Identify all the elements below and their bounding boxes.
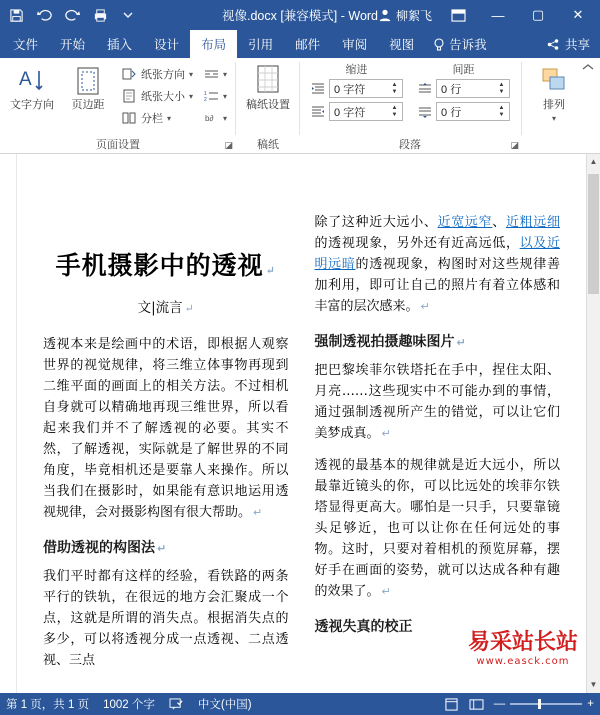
indent-right-icon	[310, 104, 326, 120]
space-before-icon	[417, 81, 433, 97]
paragraph: 除了这种近大远小、近宽远窄、近粗远细的透视现象，另外还有近高远低，以及近明远暗的透视现象，构图时对这些规律善加利用，即可让自己的照片有着立体感和丰富的层次感来。 ↵	[315, 212, 561, 317]
hyphenation-icon	[203, 110, 219, 126]
lightbulb-icon	[433, 38, 445, 51]
tab-layout[interactable]: 布局	[190, 30, 237, 58]
columns-button[interactable]	[118, 108, 196, 128]
indent-right-spinner[interactable]: ▲ ▼	[391, 104, 398, 118]
language-indicator[interactable]: 中文(中国)	[197, 699, 252, 711]
paper-size-icon	[121, 88, 137, 104]
watermark-text: 易采站长站	[467, 630, 578, 655]
indent-right-input[interactable]	[329, 102, 403, 121]
zoom-control[interactable]	[494, 698, 594, 710]
chevron-down-icon: ▾	[223, 113, 228, 123]
arrange-icon	[539, 63, 569, 99]
paper-size-label: 纸张大小	[141, 91, 185, 103]
columns-label: 分栏	[141, 113, 163, 125]
document-area	[0, 154, 600, 693]
space-before-row	[417, 79, 510, 98]
watermark	[468, 625, 578, 667]
tab-file[interactable]: 文件	[13, 38, 39, 52]
spacing-fields	[417, 75, 510, 121]
svg-text:2: 2	[203, 97, 207, 103]
orientation-button[interactable]	[118, 64, 196, 84]
svg-text:b∂: b∂	[204, 114, 213, 123]
paragraph: 透视的最基本的规律就是近大远小，所以最靠近镜头的你，可以比远处的埃菲尔铁塔显得更高大。哪怕是一只手，只要靠镜头足够近，也可以让你在任何远处的事物。这时，只要对着相机的预览屏幕，摆好手在画面的姿势，就可以达成各种有趣的效果了。 ↵	[315, 455, 561, 602]
indent-left-spinner[interactable]: ▲ ▼	[391, 81, 398, 95]
link-text[interactable]: 近宽远窄	[437, 215, 493, 230]
chevron-down-icon: ▾	[167, 113, 172, 123]
indent-right-value: 0 字符	[334, 106, 366, 119]
ribbon-tabs	[0, 30, 600, 58]
tab-design[interactable]: 设计	[154, 38, 180, 52]
save-icon[interactable]	[2, 2, 30, 28]
margins-icon	[74, 63, 102, 99]
group-title-page-setup: 页面设置	[96, 139, 141, 151]
page-setup-extra-buttons	[200, 61, 230, 128]
tab-review[interactable]: 审阅	[342, 38, 368, 52]
orientation-icon	[121, 66, 137, 82]
page-indicator[interactable]: 第 1 页，共 1 页	[6, 699, 90, 711]
space-before-input[interactable]	[436, 79, 510, 98]
chevron-down-icon: ▾	[223, 69, 228, 79]
breaks-icon	[203, 66, 219, 82]
web-layout-icon[interactable]	[469, 698, 484, 711]
title-bar	[0, 0, 600, 30]
paper-size-button[interactable]	[118, 86, 196, 106]
tab-mailings[interactable]: 邮件	[295, 38, 321, 52]
word-count[interactable]: 1002 个字	[103, 699, 155, 711]
tab-insert[interactable]: 插入	[107, 38, 133, 52]
space-after-icon	[417, 104, 433, 120]
paragraph: 把巴黎埃菲尔铁塔托在手中，捏住太阳、月亮……这些现实中不可能办到的事情，通过强制透视所产生的错觉，可以让它们美梦成真。 ↵	[315, 360, 561, 444]
column-left	[43, 212, 289, 682]
space-after-row	[417, 102, 510, 121]
page-columns	[17, 154, 586, 682]
grid-paper-settings-button[interactable]	[242, 61, 294, 112]
left-margin-strip	[0, 154, 16, 693]
text-direction-icon	[17, 63, 47, 99]
arrange-label: 排列	[543, 99, 566, 111]
group-title-arrange	[528, 137, 580, 153]
status-bar	[0, 693, 600, 715]
chevron-down-icon: ▾	[189, 91, 194, 101]
page-setup-dialog-launcher[interactable]: ◪	[224, 140, 234, 150]
ribbon-group-grid-paper	[236, 58, 300, 153]
svg-text:A: A	[19, 69, 32, 90]
spacing-header: 间距	[452, 64, 475, 76]
undo-icon[interactable]	[30, 2, 58, 28]
heading: 借助透视的构图法 ↵	[43, 537, 289, 557]
window-title: 视像.docx [兼容模式] - Word	[221, 9, 379, 23]
grid-paper-icon	[253, 63, 283, 99]
grid-paper-label: 稿纸设置	[246, 99, 291, 111]
page-setup-small-buttons	[118, 61, 196, 128]
margins-button[interactable]	[62, 61, 114, 112]
tell-me-box[interactable]	[425, 30, 495, 58]
heading: 透视失真的校正	[314, 619, 413, 635]
text-direction-label: 文字方向	[10, 99, 54, 111]
scroll-down-icon[interactable]: ▼	[589, 680, 598, 689]
line-numbers-button[interactable]	[200, 86, 230, 106]
hyphenation-button[interactable]	[200, 108, 230, 128]
tab-references[interactable]: 引用	[248, 38, 274, 52]
zoom-slider-knob[interactable]	[538, 699, 541, 709]
close-button[interactable]: ✕	[572, 7, 584, 22]
margins-label: 页边距	[71, 99, 105, 111]
document-page[interactable]	[16, 154, 586, 693]
maximize-button[interactable]: ▢	[531, 7, 545, 22]
document-byline: 文|流言 ↵	[43, 296, 289, 316]
orientation-label: 纸张方向	[141, 69, 185, 81]
collapse-ribbon-button[interactable]	[582, 62, 594, 72]
scrollbar-thumb[interactable]	[588, 174, 599, 294]
share-button[interactable]	[536, 30, 600, 58]
heading: 强制透视拍摄趣味图片 ↵	[315, 331, 561, 351]
ribbon-group-arrange	[522, 58, 586, 153]
group-title-paragraph: 段落	[399, 139, 422, 151]
indent-right-row	[310, 102, 403, 121]
ribbon-group-page-setup	[0, 58, 236, 153]
document-title: 手机摄影中的透视 ↵	[43, 246, 289, 282]
link-text[interactable]: 以及近明远暗	[314, 236, 560, 272]
paragraph: 透视本来是绘画中的术语，即根据人观察世界的视觉规律，将三维立体事物再现到二维平面的画面上的相关方法。不过相机自身就可以精确地再现三维世界，所以看起来我们并不了解透视的必要。其实不然，了解透视，实际就是了解世界的不同角度，毕竟相机还是要靠人来操作。所以当我们在摄影时，如果能有意识地运用透视规律，会对摄影构图有很大帮助。 ↵	[43, 334, 289, 523]
line-numbers-icon	[203, 88, 219, 104]
space-after-input[interactable]	[436, 102, 510, 121]
tell-me-label: 告诉我	[449, 38, 487, 52]
customize-quick-access-icon[interactable]	[114, 2, 142, 28]
space-after-spinner[interactable]: ▲ ▼	[498, 104, 505, 118]
user-account[interactable]	[372, 7, 438, 24]
tab-view[interactable]: 视图	[389, 38, 415, 52]
vertical-scrollbar[interactable]	[586, 154, 600, 693]
space-before-spinner[interactable]: ▲ ▼	[498, 81, 505, 95]
chevron-down-icon: ▾	[552, 114, 557, 123]
minimize-button[interactable]: —	[491, 7, 505, 23]
svg-text:1: 1	[203, 91, 207, 97]
link-text[interactable]: 近粗远细	[505, 215, 560, 230]
arrange-button[interactable]	[528, 61, 580, 125]
group-title-grid-paper: 稿纸	[257, 139, 280, 151]
indent-header: 缩进	[345, 64, 368, 76]
print-layout-icon[interactable]	[444, 698, 459, 711]
ribbon	[0, 58, 600, 154]
chevron-down-icon: ▾	[189, 69, 194, 79]
text-direction-button[interactable]	[6, 61, 58, 112]
zoom-in-button[interactable]: +	[587, 698, 594, 710]
breaks-button[interactable]	[200, 64, 230, 84]
share-label: 共享	[564, 38, 590, 52]
chevron-down-icon: ▾	[223, 91, 228, 101]
space-before-value: 0 行	[441, 83, 462, 96]
zoom-out-button[interactable]: —	[493, 698, 506, 710]
user-name: 柳絮飞	[395, 8, 432, 23]
tabs-spacer	[495, 30, 536, 58]
tab-home[interactable]: 开始	[60, 38, 86, 52]
spellcheck-icon[interactable]	[169, 698, 184, 711]
indent-fields	[310, 75, 403, 121]
paragraph: 我们平时都有这样的经验，看铁路的两条平行的铁轨，在很远的地方会汇聚成一个点，这就是所谓的消失点。根据消失点的多少，可以将透视分成一点透视、二点透视、三点	[43, 569, 289, 668]
indent-left-value: 0 字符	[334, 83, 366, 96]
redo-icon[interactable]	[58, 2, 86, 28]
zoom-slider[interactable]	[510, 703, 582, 705]
ribbon-display-options-icon[interactable]	[438, 0, 478, 30]
indent-left-row	[310, 79, 403, 98]
columns-icon	[121, 110, 137, 126]
scroll-up-icon[interactable]: ▲	[589, 157, 598, 166]
column-right	[315, 212, 561, 682]
print-preview-icon[interactable]	[86, 2, 114, 28]
ribbon-group-paragraph	[300, 58, 522, 153]
space-after-value: 0 行	[441, 106, 462, 119]
paragraph-dialog-launcher[interactable]: ◪	[510, 140, 520, 150]
share-icon	[546, 38, 560, 51]
watermark-sub: www.easck.com	[476, 656, 570, 667]
indent-left-input[interactable]	[329, 79, 403, 98]
indent-left-icon	[310, 81, 326, 97]
